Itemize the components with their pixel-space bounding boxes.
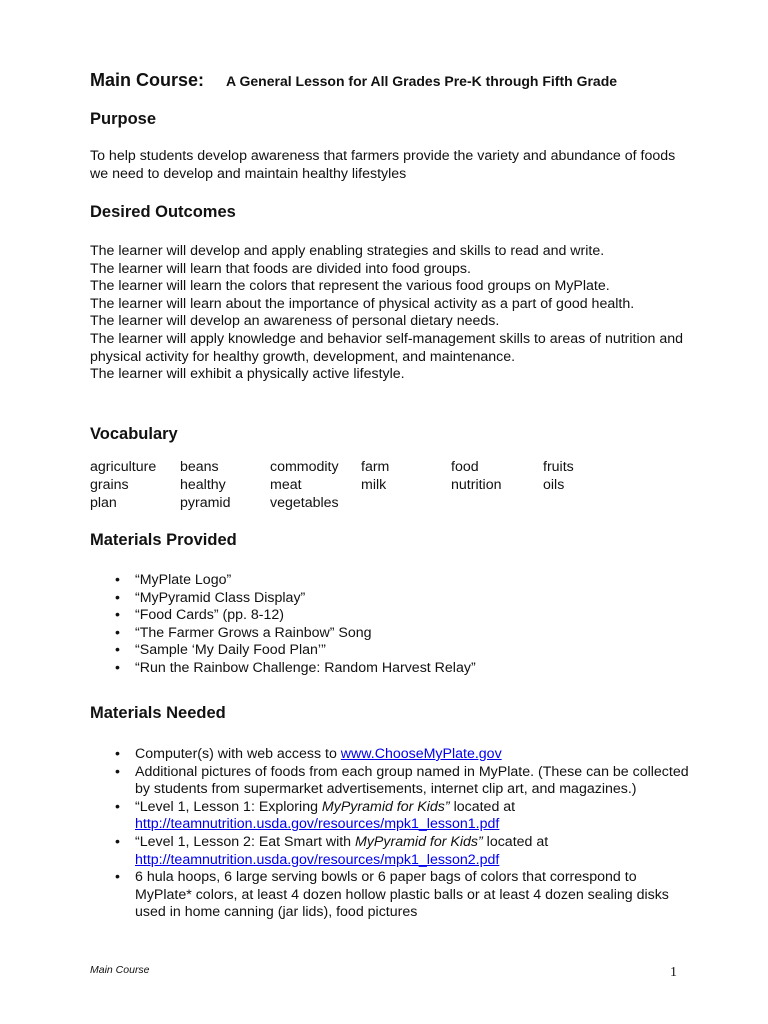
list-item: • “MyPlate Logo”: [115, 572, 232, 588]
list-item: • “Run the Rainbow Challenge: Random Harvest Relay”: [115, 659, 476, 676]
choosemyplate-link[interactable]: www.ChooseMyPlate.gov: [340, 746, 502, 762]
materials-provided-heading: Materials Provided: [90, 531, 237, 549]
list-item: • 6 hula hoops, 6 large serving bowls or 6 paper bags of colors that correspond to MyPlate* colors, at least 4 dozen hollow plastic balls or at least 4 dozen sealing disks used in home canning (jar lids), food pictures: [115, 869, 669, 921]
outcomes-list: [90, 243, 690, 384]
outcome-line: The learner will develop an awareness of personal dietary needs.: [90, 313, 500, 330]
vocabulary-word: agriculture: [90, 459, 157, 475]
list-item: • “The Farmer Grows a Rainbow” Song: [115, 624, 372, 641]
vocabulary-word: food: [451, 459, 479, 475]
vocabulary-word: healthy: [180, 477, 226, 493]
bullet-icon: •: [115, 624, 120, 641]
bullet-icon: •: [115, 642, 120, 659]
vocabulary-word: pyramid: [180, 495, 231, 511]
outcomes-heading: Desired Outcomes: [90, 203, 236, 221]
bullet-icon: •: [115, 572, 120, 588]
bullet-icon: •: [115, 798, 120, 815]
outcome-line: The learner will apply knowledge and behavior self-management skills to areas of nutrition and physical activity for healthy growth, development, and maintenance.: [90, 330, 684, 365]
list-item: • “Sample ‘My Daily Food Plan’”: [115, 642, 326, 659]
lesson2-pdf-link[interactable]: http://teamnutrition.usda.gov/resources/mpk1_lesson2.pdf: [135, 851, 500, 868]
list-item: • “Level 1, Lesson 2: Eat Smart with MyPyramid for Kids” located at http://teamnutrition.usda.gov/resources/mpk1_lesson2.pdf: [115, 833, 549, 868]
outcome-line: The learner will learn about the importance of physical activity as a part of good health.: [90, 295, 635, 312]
title-subtitle: A General Lesson for All Grades Pre-K through Fifth Grade: [226, 73, 618, 89]
materials-provided-list: [90, 572, 690, 678]
bullet-icon: •: [115, 746, 120, 762]
list-item: • “MyPyramid Class Display”: [115, 589, 306, 606]
list-item: • “Level 1, Lesson 1: Exploring MyPyramid for Kids” located at http://teamnutrition.usda.gov/resources/mpk1_lesson1.pdf: [115, 798, 516, 833]
document-title: [90, 70, 710, 91]
vocabulary-word: beans: [180, 459, 219, 475]
bullet-icon: •: [115, 833, 120, 850]
bullet-icon: •: [115, 589, 120, 606]
vocabulary-word: plan: [90, 495, 117, 511]
bullet-icon: •: [115, 869, 120, 886]
outcome-line: The learner will exhibit a physically active lifestyle.: [90, 366, 405, 383]
vocabulary-word: meat: [270, 477, 302, 493]
materials-needed-list: [90, 746, 690, 922]
list-item: • Additional pictures of foods from each group named in MyPlate. (These can be collected by students from supermarket advertisements, internet clip art, and magazines.): [115, 763, 689, 798]
footer-label: Main Course: [90, 964, 150, 976]
bullet-icon: •: [115, 607, 120, 624]
outcome-line: The learner will learn the colors that represent the various food groups on MyPlate.: [90, 278, 610, 295]
vocabulary-word: nutrition: [451, 477, 502, 493]
list-item: • Computer(s) with web access to www.ChooseMyPlate.gov: [115, 746, 502, 762]
list-item: • “Food Cards” (pp. 8-12): [115, 607, 285, 624]
vocabulary-word: milk: [361, 477, 387, 493]
title-main: Main Course:: [90, 70, 205, 90]
materials-needed-heading: Materials Needed: [90, 704, 226, 722]
purpose-text: To help students develop awareness that farmers provide the variety and abundance of foods we need to develop and maintain healthy lifestyles: [90, 148, 676, 182]
vocabulary-word: farm: [361, 459, 390, 475]
bullet-icon: •: [115, 763, 120, 780]
vocabulary-word: oils: [543, 477, 565, 493]
bullet-icon: •: [115, 659, 120, 676]
vocabulary-word: vegetables: [270, 495, 339, 511]
vocabulary-word: fruits: [543, 459, 574, 475]
purpose-heading: Purpose: [90, 110, 157, 128]
outcome-line: The learner will learn that foods are divided into food groups.: [90, 260, 471, 277]
lesson1-pdf-link[interactable]: http://teamnutrition.usda.gov/resources/mpk1_lesson1.pdf: [135, 816, 500, 833]
page-number: 1: [670, 965, 677, 980]
vocabulary-word: commodity: [270, 459, 339, 475]
vocabulary-heading: Vocabulary: [90, 425, 178, 443]
outcome-line: The learner will develop and apply enabling strategies and skills to read and write.: [90, 243, 605, 259]
vocabulary-word: grains: [90, 477, 129, 493]
